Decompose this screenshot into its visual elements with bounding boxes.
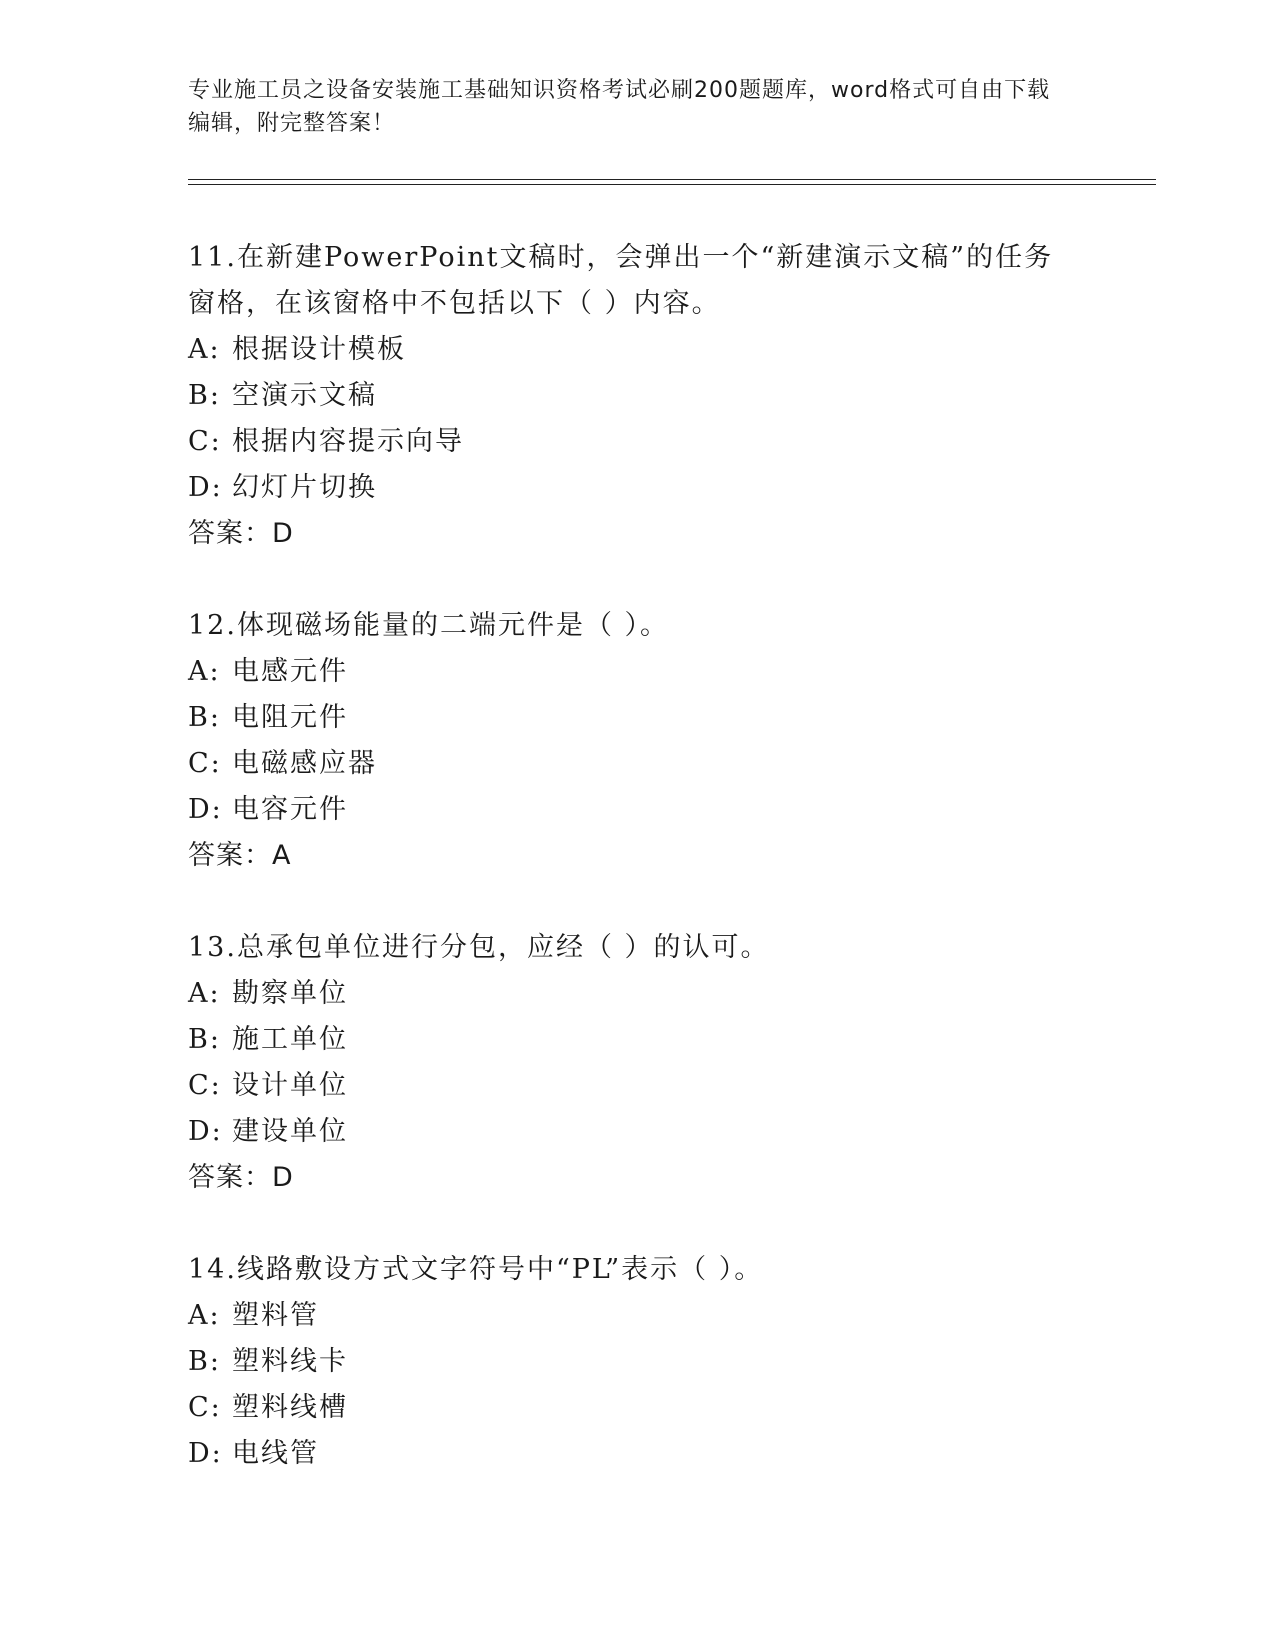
answer-line: 答案：A	[188, 840, 292, 871]
option-letter: C:	[188, 748, 222, 779]
option-letter: C:	[188, 1070, 222, 1101]
option-letter: B:	[188, 702, 221, 733]
question-text: 12.体现磁场能量的二端元件是（ ）。	[188, 610, 670, 641]
option-text: 电磁感应器	[232, 748, 377, 779]
question-text: 14.线路敷设方式文字符号中“PL”表示（ ）。	[188, 1254, 764, 1285]
option-text: 塑料线槽	[232, 1392, 348, 1423]
option-text: 电线管	[232, 1438, 319, 1469]
option-c	[188, 1063, 1068, 1109]
option-b	[188, 1017, 1068, 1063]
option-c	[188, 741, 1068, 787]
header-rule-top	[188, 179, 1156, 180]
option-a	[188, 327, 1068, 373]
option-letter: A:	[188, 1300, 221, 1331]
option-text: 根据内容提示向导	[232, 426, 464, 457]
option-a	[188, 649, 1068, 695]
option-a	[188, 971, 1068, 1017]
option-letter: D:	[188, 472, 223, 503]
option-letter: D:	[188, 1438, 223, 1469]
question-11	[188, 235, 1068, 557]
option-d	[188, 465, 1068, 511]
option-c	[188, 1385, 1068, 1431]
document-header: 专业施工员之设备安装施工基础知识资格考试必刷200题题库，word格式可自由下载编辑，附完整答案！	[188, 78, 1051, 136]
option-text: 塑料管	[232, 1300, 319, 1331]
option-letter: C:	[188, 1392, 222, 1423]
option-a	[188, 1293, 1068, 1339]
question-12	[188, 603, 1068, 879]
option-text: 设计单位	[232, 1070, 348, 1101]
question-text: 11.在新建PowerPoint文稿时，会弹出一个“新建演示文稿”的任务窗格，在该窗格中不包括以下（ ）内容。	[188, 242, 1054, 319]
question-list	[188, 235, 1068, 1523]
option-text: 电感元件	[232, 656, 348, 687]
option-text: 勘察单位	[232, 978, 348, 1009]
option-b	[188, 695, 1068, 741]
option-d	[188, 1109, 1068, 1155]
option-letter: B:	[188, 1346, 221, 1377]
option-d	[188, 1431, 1068, 1477]
answer-line: 答案：D	[188, 518, 294, 549]
option-letter: C:	[188, 426, 222, 457]
header-rule-bottom	[188, 184, 1156, 185]
option-text: 建设单位	[232, 1116, 348, 1147]
option-text: 空演示文稿	[232, 380, 377, 411]
option-b	[188, 373, 1068, 419]
option-letter: D:	[188, 1116, 223, 1147]
option-letter: A:	[188, 334, 221, 365]
option-text: 根据设计模板	[232, 334, 406, 365]
option-letter: D:	[188, 794, 223, 825]
option-letter: A:	[188, 656, 221, 687]
option-letter: B:	[188, 380, 221, 411]
option-d	[188, 787, 1068, 833]
question-13	[188, 925, 1068, 1201]
option-b	[188, 1339, 1068, 1385]
option-c	[188, 419, 1068, 465]
option-letter: A:	[188, 978, 221, 1009]
question-14	[188, 1247, 1068, 1477]
option-text: 塑料线卡	[232, 1346, 348, 1377]
option-text: 电阻元件	[232, 702, 348, 733]
option-letter: B:	[188, 1024, 221, 1055]
option-text: 电容元件	[232, 794, 348, 825]
option-text: 施工单位	[232, 1024, 348, 1055]
answer-line: 答案：D	[188, 1162, 294, 1193]
option-text: 幻灯片切换	[232, 472, 377, 503]
question-text: 13.总承包单位进行分包，应经（ ）的认可。	[188, 932, 770, 963]
